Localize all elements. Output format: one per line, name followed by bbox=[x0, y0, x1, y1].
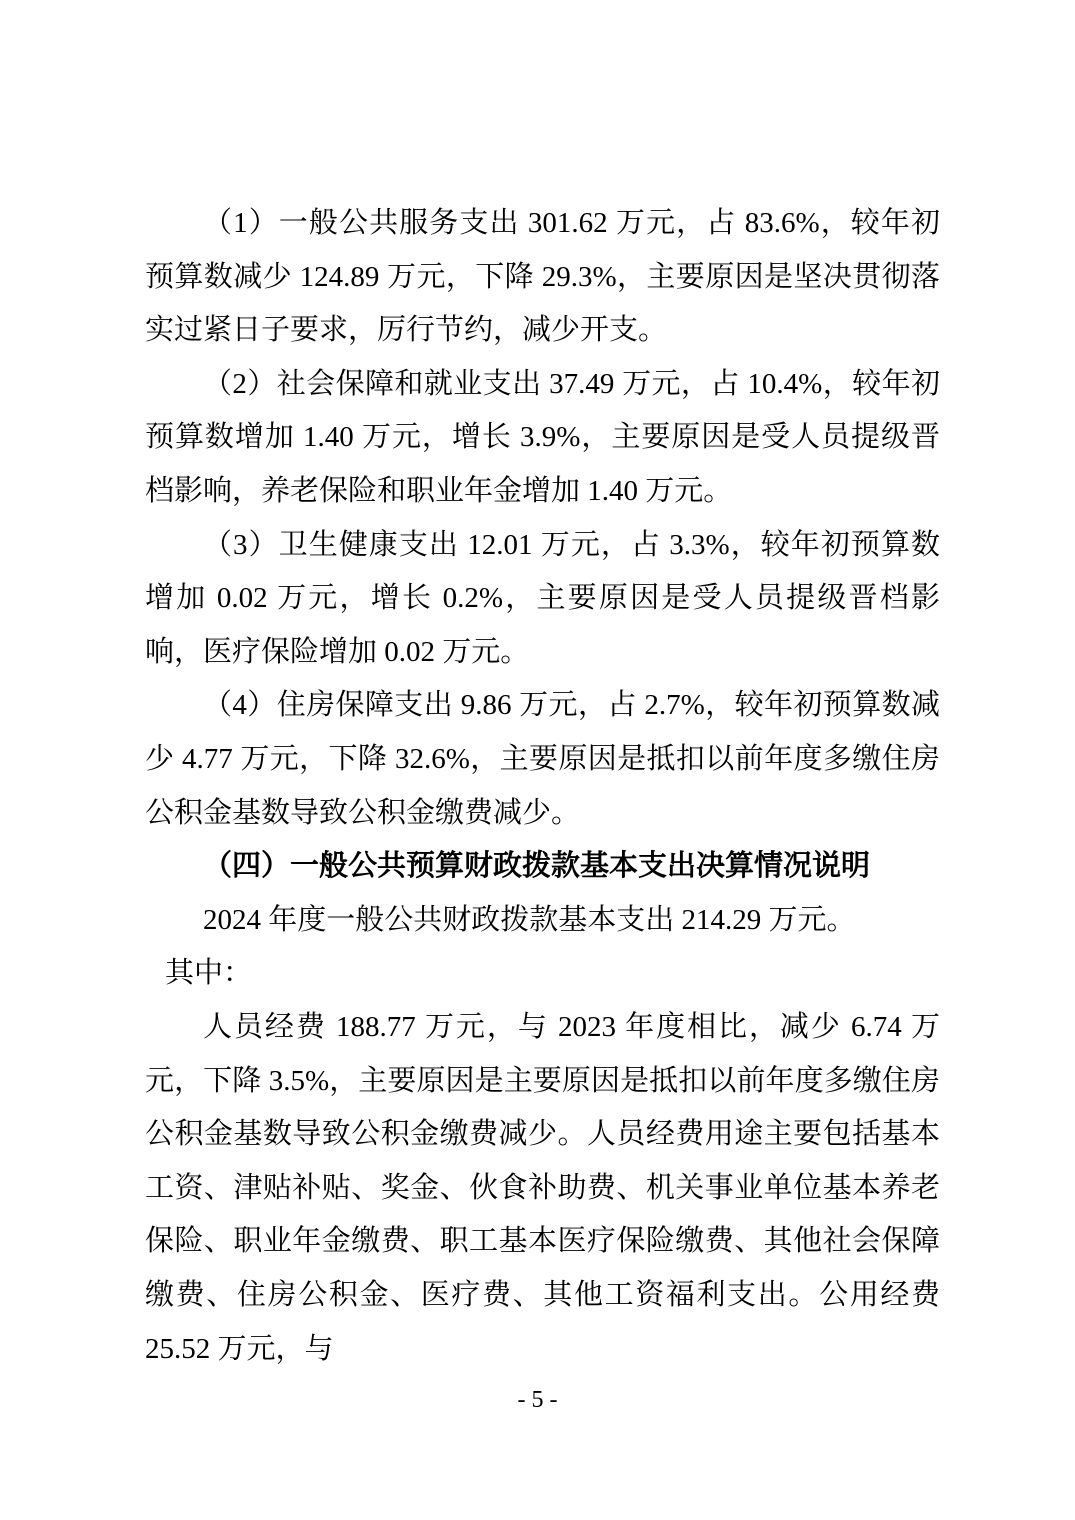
paragraph-housing-security-expenditure: （4）住房保障支出 9.86 万元，占 2.7%，较年初预算数减少 4.77 万元，下降 32.6%，主要原因是抵扣以前年度多缴住房公积金基数导致公积金缴费减少。 bbox=[145, 689, 940, 829]
paragraph-general-public-services-expenditure: （1）一般公共服务支出 301.62 万元，占 83.6%，较年初预算数减少 124.89 万元，下降 29.3%，主要原因是坚决贯彻落实过紧日子要求，厉行节约，减少开支。 bbox=[145, 207, 940, 347]
paragraph-personnel-and-public-funds: 人员经费 188.77 万元，与 2023 年度相比，减少 6.74 万元，下降 3.5%，主要原因是主要原因是抵扣以前年度多缴住房公积金基数导致公积金缴费减少。人员经费用途主要包括基本工资、津贴补贴、奖金、伙食补助费、机关事业单位基本养老保险、职业年金缴费、职工基本医疗保险缴费、其他社会保障缴费、住房公积金、医疗费、其他工资福利支出。公用经费 25.52 万元，与 bbox=[145, 1010, 940, 1365]
page-number: - 5 - bbox=[517, 1387, 558, 1413]
paragraph-among-which-label: 其中： bbox=[165, 957, 253, 990]
paragraph-social-security-employment-expenditure: （2）社会保障和就业支出 37.49 万元，占 10.4%，较年初预算数增加 1.40 万元，增长 3.9%，主要原因是受人员提级晋档影响，养老保险和职业年金增加 1.40 万元。 bbox=[145, 367, 940, 507]
paragraph-health-expenditure: （3）卫生健康支出 12.01 万元，占 3.3%，较年初预算数增加 0.02 万元，增长 0.2%，主要原因是受人员提级晋档影响，医疗保险增加 0.02 万元。 bbox=[145, 528, 940, 668]
section-heading-basic-expenditure-explanation: （四）一般公共预算财政拨款基本支出决算情况说明 bbox=[203, 850, 871, 883]
document-body bbox=[145, 197, 940, 1376]
paragraph-basic-expenditure-total: 2024 年度一般公共财政拨款基本支出 214.29 万元。 bbox=[203, 903, 856, 936]
